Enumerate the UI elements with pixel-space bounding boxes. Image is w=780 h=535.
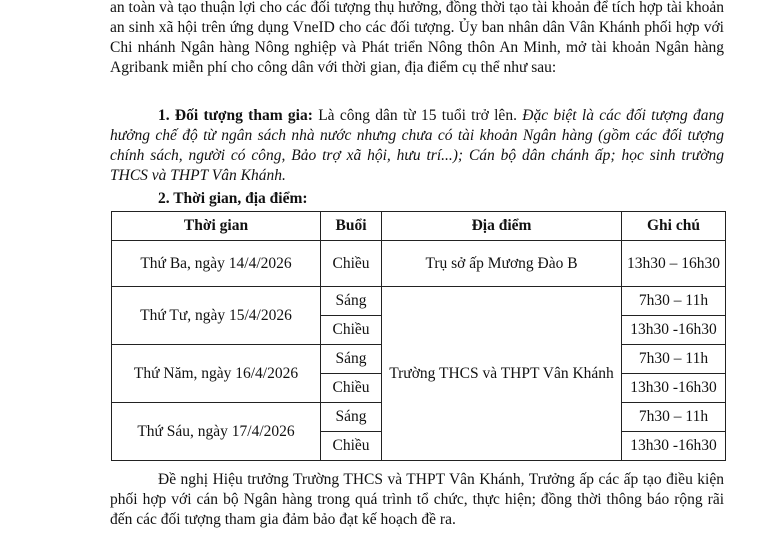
session-cell: Sáng bbox=[321, 403, 382, 432]
date-cell: Thứ Năm, ngày 16/4/2026 bbox=[112, 345, 321, 403]
session-cell: Chiều bbox=[321, 316, 382, 345]
session-cell: Chiều bbox=[321, 374, 382, 403]
note-cell: 13h30 – 16h30 bbox=[622, 241, 726, 287]
table-row bbox=[112, 287, 726, 316]
session-cell: Sáng bbox=[321, 345, 382, 374]
header-time: Thời gian bbox=[112, 212, 321, 241]
schedule-table bbox=[111, 211, 726, 461]
section-1-italic: Đặc biệt là các đối tượng đang hưởng chế độ từ ngân sách nhà nước nhưng chưa có tài khoản Ngân hàng (gồm các đối tượng chính sách, người có công, Bảo trợ xã hội, hưu trí...); Cán bộ dân chánh ấp; học sinh trường THCS và THPT Vân Khánh. bbox=[110, 107, 725, 184]
session-cell: Sáng bbox=[321, 287, 382, 316]
closing-paragraph: Đề nghị Hiệu trưởng Trường THCS và THPT Vân Khánh, Trưởng ấp các ấp tạo điều kiện phối hợp với cán bộ Ngân hàng trong quá trình tổ chức, thực hiện; đồng thời thông báo rộng rãi đến các đối tượng tham gia đảm bảo đạt kế hoạch đề ra. bbox=[110, 471, 724, 528]
section-1-paragraph bbox=[110, 106, 724, 186]
date-cell: Thứ Ba, ngày 14/4/2026 bbox=[112, 241, 321, 287]
shared-location-cell: Trường THCS và THPT Vân Khánh bbox=[382, 287, 622, 461]
location-cell: Trụ sở ấp Mương Đào B bbox=[382, 241, 622, 287]
note-cell: 7h30 – 11h bbox=[622, 287, 726, 316]
session-cell: Chiều bbox=[321, 241, 382, 287]
note-cell: 13h30 -16h30 bbox=[622, 316, 726, 345]
date-cell: Thứ Sáu, ngày 17/4/2026 bbox=[112, 403, 321, 461]
header-note: Ghi chú bbox=[622, 212, 726, 241]
note-cell: 13h30 -16h30 bbox=[622, 432, 726, 461]
note-cell: 7h30 – 11h bbox=[622, 345, 726, 374]
note-cell: 13h30 -16h30 bbox=[622, 374, 726, 403]
intro-paragraph: an toàn và tạo thuận lợi cho các đối tượng thụ hưởng, đồng thời tạo tài khoản để tích hợp tài khoản an sinh xã hội trên ứng dụng VneID cho các đối tượng. Ủy ban nhân dân Vân Khánh phối hợp với Chi nhánh Ngân hàng Nông nghiệp và Phát triển Nông thôn An Minh, mở tài khoản Ngân hàng Agribank miễn phí cho công dân với thời gian, địa điểm cụ thể như sau: bbox=[110, 0, 724, 76]
section-2-heading: 2. Thời gian, địa điểm: bbox=[158, 190, 308, 207]
header-location: Địa điểm bbox=[382, 212, 622, 241]
section-1-text: Là công dân từ 15 tuổi trở lên. bbox=[312, 107, 523, 124]
date-cell: Thứ Tư, ngày 15/4/2026 bbox=[112, 287, 321, 345]
session-cell: Chiều bbox=[321, 432, 382, 461]
section-1-heading: 1. Đối tượng tham gia: bbox=[158, 107, 313, 124]
note-cell: 7h30 – 11h bbox=[622, 403, 726, 432]
table-header-row bbox=[112, 212, 726, 241]
header-session: Buổi bbox=[321, 212, 382, 241]
table-row bbox=[112, 241, 726, 287]
